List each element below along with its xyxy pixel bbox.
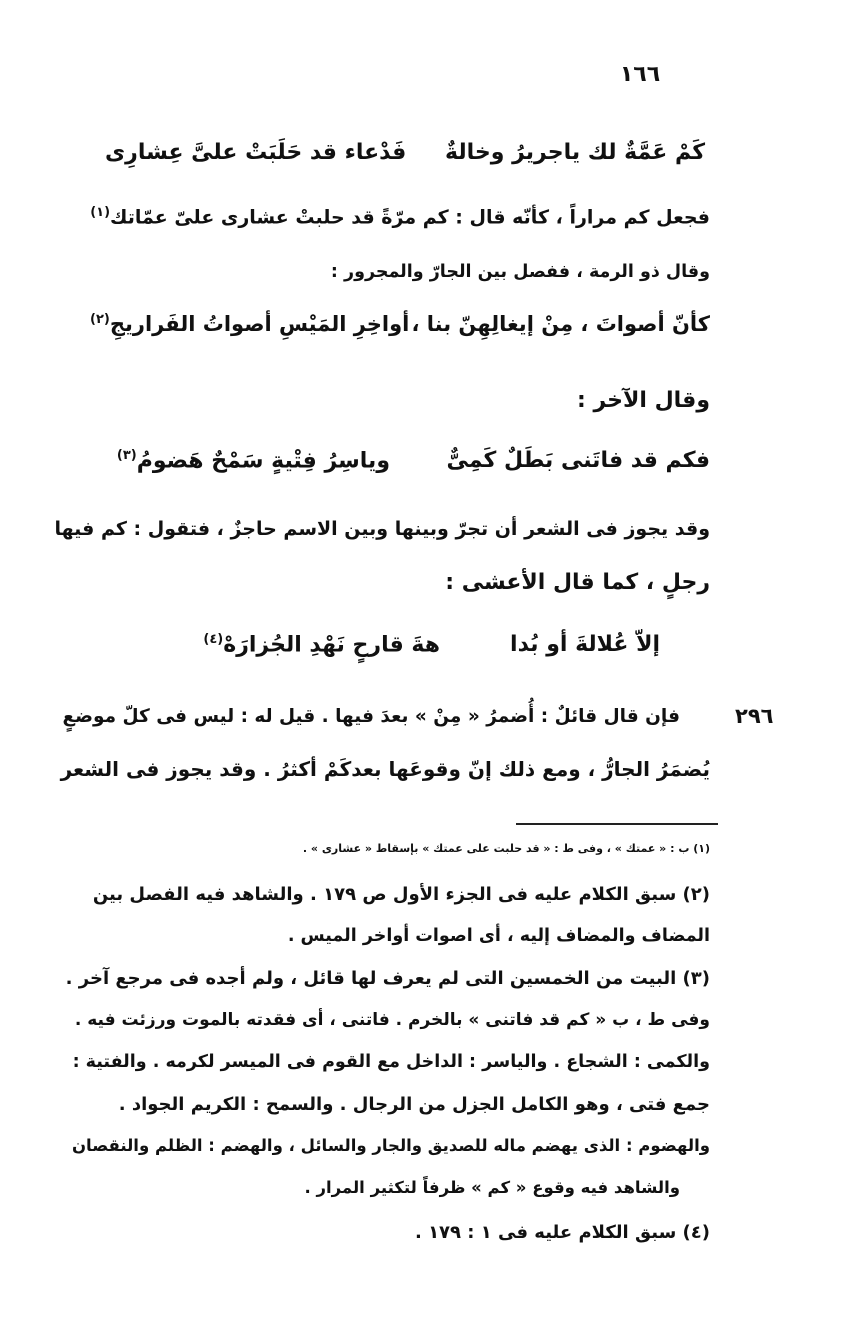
text-segment: يُضمَرُ الجارُّ ، ومع ذلك إنّ وقوعَها بعدكَمْ أكثرُ . وقد يجوز فى الشعر <box>60 757 710 781</box>
text-segment: رجلٍ ، كما قال الأعشى : <box>445 570 710 595</box>
text-segment: وقال ذو الرمة ، ففصل بين الجارّ والمجرور : <box>330 262 710 282</box>
footnote-line: جمع فتى ، وهو الكامل الجزل من الرجال . والسمح : الكريم الجواد . <box>118 1094 710 1115</box>
footnote-line: (١) ب : « عمتك » ، وفى ط : « قد حلبت على عمتك » بإسقاط « عشارى » . <box>302 842 710 855</box>
text-line <box>520 388 710 413</box>
page-number: ١٦٦ <box>619 62 661 87</box>
text-segment: وياسِرُ فِتْيةٍ سَمْحٌ هَضومُ <box>136 448 390 474</box>
verse-hemistich <box>90 312 409 336</box>
footnote-line: والهضوم : الذى يهضم ماله للصديق والجار والسائل ، والهضم : الظلم والنقصان <box>71 1136 710 1155</box>
footnote-line: وفى ط ، ب « كم قد فاتنى » بالخرم . فاتنى ، أى فقدته بالموت ورزئت فيه . <box>74 1010 710 1030</box>
text-segment: فإن قال قائلٌ : أُضمرُ « مِنْ » بعدَ فيها . قيل له : ليس فى كلّ موضعٍ <box>62 706 680 727</box>
text-segment: وقال الآخر : <box>576 388 710 413</box>
text-segment: فجعل كم مراراً ، كأنّه قال : كم مرّةً قد حلبتْ عشارى علىّ عمّاتك <box>110 206 710 229</box>
text-line <box>55 706 680 727</box>
footnote-divider <box>516 823 718 825</box>
verse-hemistich: كَمْ عَمَّةٌ لك ياجريرُ وخالةٌ <box>445 140 705 165</box>
footnote-marker: (١) <box>90 205 111 220</box>
footnote-line: (٤) سبق الكلام عليه فى ١ : ١٧٩ . <box>414 1222 710 1243</box>
footnote-marker: (٤) <box>203 632 224 647</box>
text-line <box>330 262 710 282</box>
verse-hemistich: فكم قد فاتَنى بَطَلٌ كَمِىٌّ <box>446 448 710 473</box>
verse-line <box>90 312 710 336</box>
text-segment: هةَ قارحٍ نَهْدِ الجُزارَهْ <box>223 632 440 658</box>
text-line <box>440 570 710 595</box>
verse-line <box>150 632 660 657</box>
footnote-line: والكمى : الشجاع . والياسر : الداخل مع القوم فى الميسر لكرمه . والفتية : <box>72 1052 710 1072</box>
text-line <box>90 205 710 228</box>
verse-hemistich: فَدْعاء قد حَلَبَتْ علىَّ عِشارِى <box>105 140 407 165</box>
margin-number: ٢٩٦ <box>735 704 774 728</box>
verse-hemistich <box>117 448 390 473</box>
footnote-line: (٢) سبق الكلام عليه فى الجزء الأول ص ١٧٩ . والشاهد فيه الفصل بين <box>92 884 710 905</box>
footnote-line: (٣) البيت من الخمسين التى لم يعرف لها قائل ، ولم أجده فى مرجع آخر . <box>65 968 710 989</box>
verse-hemistich: إلاّ عُلالةَ أو بُدا <box>510 632 660 657</box>
verse-line <box>90 448 710 473</box>
footnote-marker: (٢) <box>90 312 110 327</box>
footnote-line: والشاهد فيه وقوع « كم » ظرفاً لتكثير المرار . <box>304 1178 680 1197</box>
verse-hemistich <box>203 632 440 657</box>
text-segment: أواخِرِ المَيْسِ أصواتُ الفَراريجِ <box>109 312 410 336</box>
text-line <box>55 518 710 540</box>
footnote-line: المضاف والمضاف إليه ، أى اصوات أواخر الميس . <box>287 926 710 946</box>
text-segment: وقد يجوز فى الشعر أن تجرّ وبينها وبين الاسم حاجزٌ ، فتقول : كم فيها <box>54 518 710 540</box>
text-line <box>55 757 710 781</box>
footnote-marker: (٣) <box>116 448 137 463</box>
verse-hemistich: كأنّ أصواتَ ، مِنْ إيغالِهِنّ بنا ، <box>411 312 710 336</box>
verse-line <box>105 140 705 165</box>
